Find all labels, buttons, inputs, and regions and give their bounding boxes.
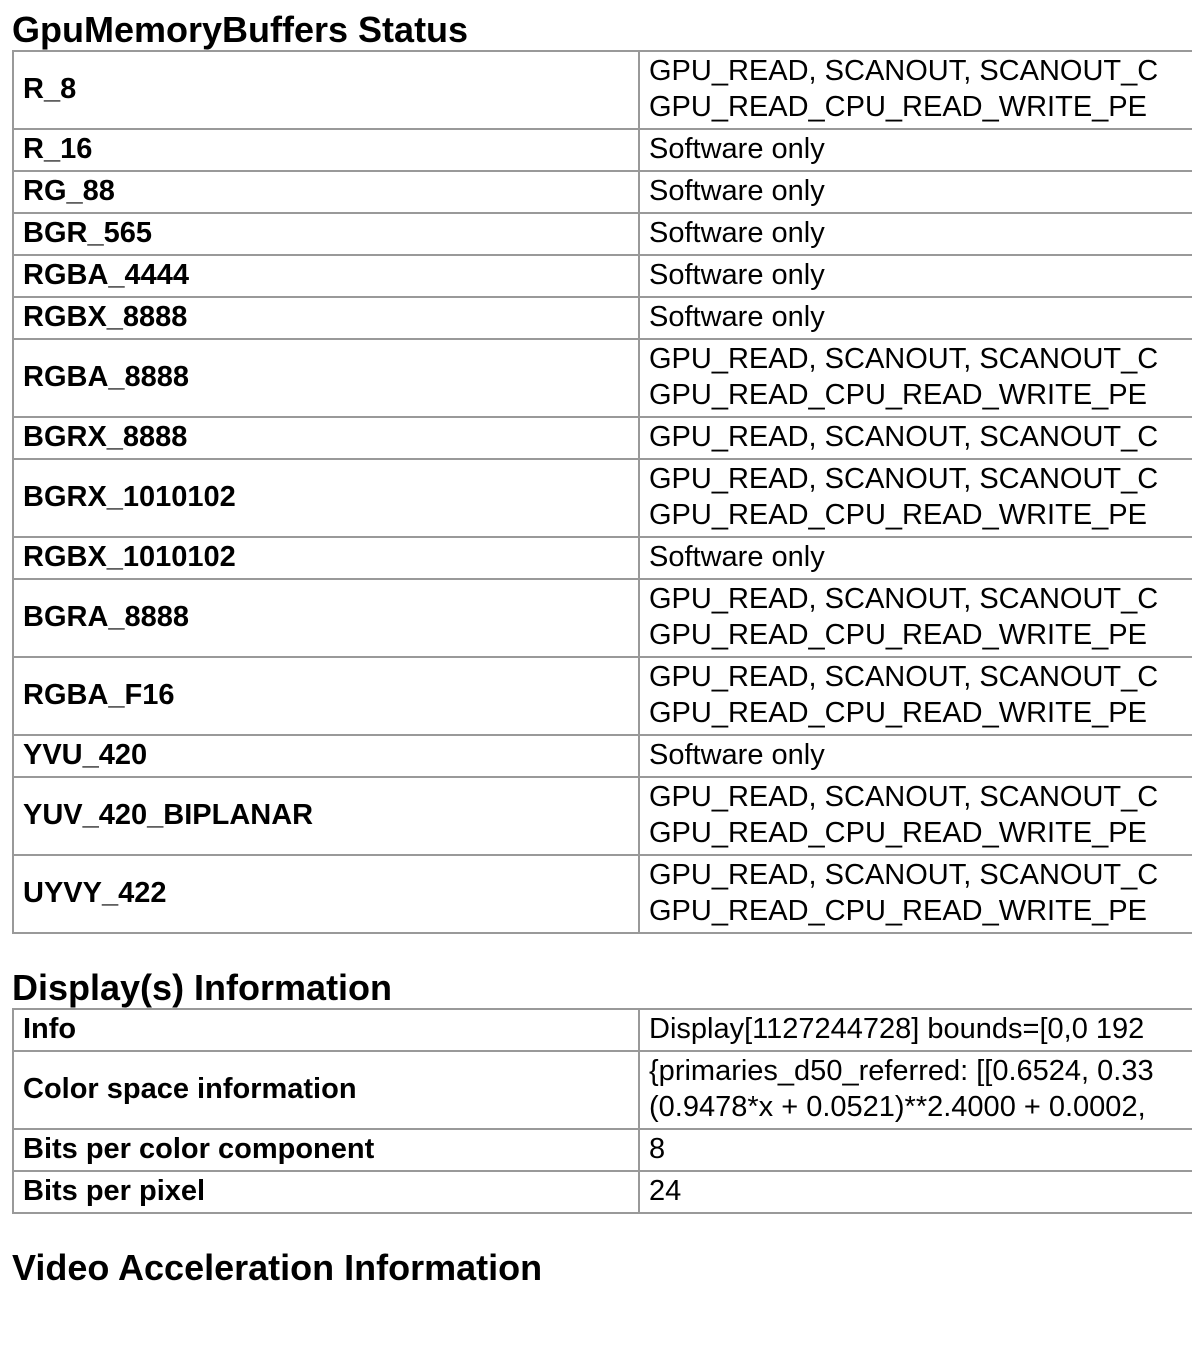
row-value: [639, 657, 1192, 735]
display-info-row: [13, 1009, 1192, 1051]
row-key: R_8: [13, 51, 639, 129]
row-value-line: 24: [649, 1175, 682, 1207]
buffer-format-row: [13, 657, 1192, 735]
gpu-memory-buffers-table-body: [13, 51, 1192, 933]
row-value: [639, 417, 1192, 459]
row-value-line: Software only: [649, 217, 825, 249]
row-value-line: (0.9478*x + 0.0521)**2.4000 + 0.0002,: [649, 1091, 1146, 1123]
row-value-line: GPU_READ, SCANOUT, SCANOUT_C: [649, 583, 1159, 615]
row-value-line: GPU_READ_CPU_READ_WRITE_PE: [649, 91, 1147, 123]
display-info-table-body: [13, 1009, 1192, 1213]
row-value: [639, 339, 1192, 417]
buffer-format-row: [13, 777, 1192, 855]
buffer-format-row: [13, 579, 1192, 657]
row-value-line: GPU_READ, SCANOUT, SCANOUT_C: [649, 421, 1159, 453]
display-info-row: [13, 1129, 1192, 1171]
row-value: [639, 537, 1192, 579]
row-value-line: Software only: [649, 541, 825, 573]
row-value-line: GPU_READ, SCANOUT, SCANOUT_C: [649, 343, 1159, 375]
row-key: RGBA_4444: [13, 255, 639, 297]
row-value-line: Display[1127244728] bounds=[0,0 192: [649, 1013, 1145, 1045]
row-key: BGRX_1010102: [13, 459, 639, 537]
buffer-format-row: [13, 339, 1192, 417]
buffer-format-row: [13, 855, 1192, 933]
row-value: [639, 1171, 1192, 1213]
buffer-format-row: [13, 255, 1192, 297]
row-value: [639, 777, 1192, 855]
row-key: RGBX_1010102: [13, 537, 639, 579]
buffer-format-row: [13, 537, 1192, 579]
row-value: [639, 1009, 1192, 1051]
row-key: RG_88: [13, 171, 639, 213]
gpu-memory-buffers-heading: GpuMemoryBuffers Status: [12, 9, 469, 50]
row-key: YVU_420: [13, 735, 639, 777]
buffer-format-row: [13, 735, 1192, 777]
row-value: [639, 51, 1192, 129]
row-key: BGR_565: [13, 213, 639, 255]
row-value: [639, 855, 1192, 933]
row-key: RGBA_8888: [13, 339, 639, 417]
buffer-format-row: [13, 213, 1192, 255]
row-value-line: GPU_READ, SCANOUT, SCANOUT_C: [649, 463, 1159, 495]
row-value: [639, 1051, 1192, 1129]
row-value-line: GPU_READ, SCANOUT, SCANOUT_C: [649, 55, 1159, 87]
row-value: [639, 255, 1192, 297]
row-value-line: Software only: [649, 175, 825, 207]
row-value-line: Software only: [649, 301, 825, 333]
row-value-line: GPU_READ, SCANOUT, SCANOUT_C: [649, 781, 1159, 813]
row-key: UYVY_422: [13, 855, 639, 933]
row-value: [639, 1129, 1192, 1171]
row-key: Info: [13, 1009, 639, 1051]
display-info-row: [13, 1051, 1192, 1129]
row-value: [639, 579, 1192, 657]
row-value-line: 8: [649, 1133, 666, 1165]
buffer-format-row: [13, 51, 1192, 129]
buffer-format-row: [13, 129, 1192, 171]
row-value-line: GPU_READ, SCANOUT, SCANOUT_C: [649, 859, 1159, 891]
row-key: RGBA_F16: [13, 657, 639, 735]
display-info-row: [13, 1171, 1192, 1213]
row-key: BGRA_8888: [13, 579, 639, 657]
buffer-format-row: [13, 171, 1192, 213]
row-value: [639, 459, 1192, 537]
row-value: [639, 735, 1192, 777]
display-info-table: [12, 1008, 1192, 1214]
row-value-line: GPU_READ_CPU_READ_WRITE_PE: [649, 817, 1147, 849]
row-value-line: GPU_READ_CPU_READ_WRITE_PE: [649, 619, 1147, 651]
row-value-line: GPU_READ, SCANOUT, SCANOUT_C: [649, 661, 1159, 693]
video-acceleration-heading: Video Acceleration Information: [12, 1247, 543, 1288]
row-value: [639, 129, 1192, 171]
row-key: Bits per pixel: [13, 1171, 639, 1213]
buffer-format-row: [13, 459, 1192, 537]
row-value-line: GPU_READ_CPU_READ_WRITE_PE: [649, 379, 1147, 411]
buffer-format-row: [13, 297, 1192, 339]
row-value-line: GPU_READ_CPU_READ_WRITE_PE: [649, 499, 1147, 531]
row-key: RGBX_8888: [13, 297, 639, 339]
row-value-line: Software only: [649, 259, 825, 291]
display-info-heading: Display(s) Information: [12, 967, 393, 1008]
row-value: [639, 171, 1192, 213]
row-value: [639, 297, 1192, 339]
gpu-memory-buffers-table: [12, 50, 1192, 934]
row-key: YUV_420_BIPLANAR: [13, 777, 639, 855]
buffer-format-row: [13, 417, 1192, 459]
row-key: Bits per color component: [13, 1129, 639, 1171]
row-key: BGRX_8888: [13, 417, 639, 459]
row-value-line: {primaries_d50_referred: [[0.6524, 0.33: [649, 1055, 1154, 1087]
row-key: R_16: [13, 129, 639, 171]
row-value: [639, 213, 1192, 255]
row-key: Color space information: [13, 1051, 639, 1129]
row-value-line: GPU_READ_CPU_READ_WRITE_PE: [649, 895, 1147, 927]
row-value-line: GPU_READ_CPU_READ_WRITE_PE: [649, 697, 1147, 729]
gpu-info-page: [12, 0, 1192, 1288]
row-value-line: Software only: [649, 133, 825, 165]
row-value-line: Software only: [649, 739, 825, 771]
